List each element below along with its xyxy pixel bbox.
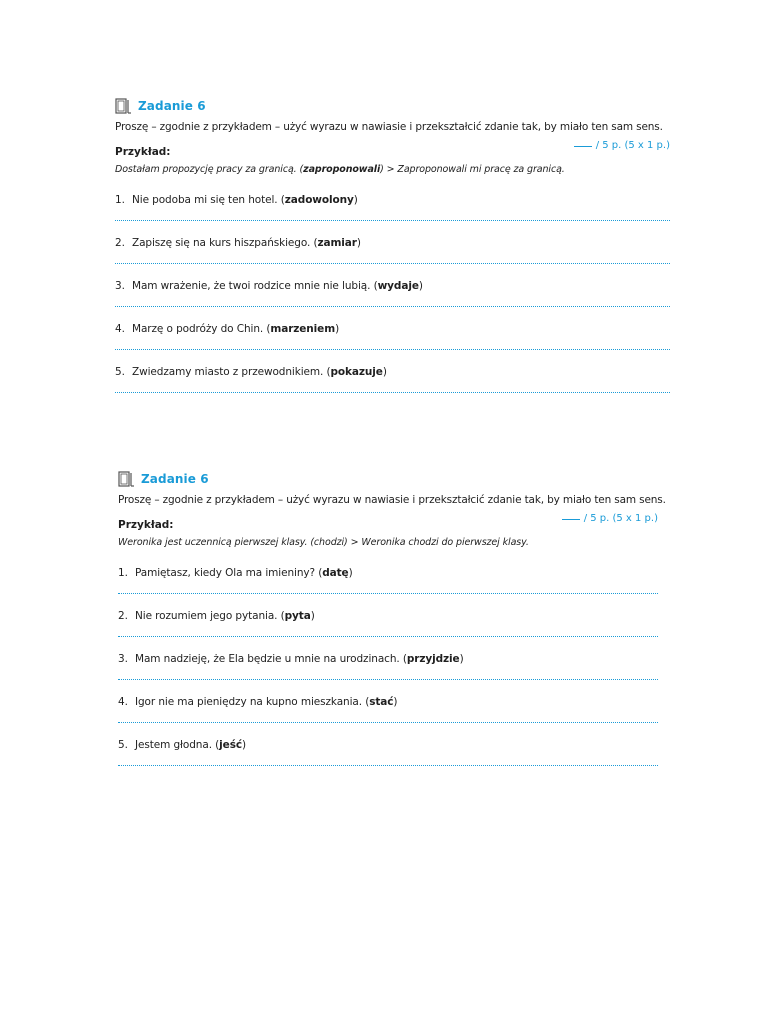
score-blank[interactable]	[562, 519, 580, 520]
task-title: Zadanie 6	[141, 472, 209, 486]
score-field[interactable]	[562, 513, 658, 524]
exercise-item: 3. Mam nadzieję, że Ela będzie u mnie na urodzinach. (przyjdzie)	[118, 653, 658, 696]
exercise-item: 1. Nie podoba mi się ten hotel. (zadowolony)	[115, 194, 670, 237]
example-label: Przykład:	[118, 519, 174, 531]
example-label: Przykład:	[115, 146, 171, 158]
task-instruction: Proszę – zgodnie z przykładem – użyć wyrazu w nawiasie i przekształcić zdanie tak, by miało ten sam sens.	[118, 494, 666, 506]
answer-line[interactable]	[118, 679, 658, 680]
task-header	[118, 469, 658, 489]
score-blank[interactable]	[574, 146, 592, 147]
answer-line[interactable]	[118, 722, 658, 723]
keyword: stać	[369, 696, 394, 708]
task-header	[115, 96, 670, 116]
keyword: przyjdzie	[406, 653, 460, 665]
keyword: marzeniem	[270, 323, 336, 335]
exercise-item: 4. Marzę o podróży do Chin. (marzeniem)	[115, 323, 670, 366]
example-block	[118, 513, 658, 557]
keyword: wydaje	[377, 280, 419, 292]
example-sentence: Weronika jest uczennicą pierwszej klasy. (chodzi) > Weronika chodzi do pierwszej klasy.	[118, 537, 529, 548]
task-instruction: Proszę – zgodnie z przykładem – użyć wyrazu w nawiasie i przekształcić zdanie tak, by miało ten sam sens.	[115, 121, 663, 133]
answer-line[interactable]	[115, 220, 670, 221]
score-field[interactable]	[574, 140, 670, 151]
keyword: zadowolony	[284, 194, 354, 206]
exercise-item: 2. Zapiszę się na kurs hiszpańskiego. (zamiar)	[115, 237, 670, 280]
example-sentence: Dostałam propozycję pracy za granicą. (zaproponowali) > Zaproponowali mi pracę za granicą.	[115, 164, 565, 175]
answer-line[interactable]	[115, 349, 670, 350]
exercise-list	[118, 567, 658, 782]
exercise-item: 5. Jestem głodna. (jeść)	[118, 739, 658, 782]
task-section-1	[115, 96, 670, 409]
task-section-2	[118, 469, 666, 782]
score-label: / 5 p. (5 x 1 p.)	[595, 140, 670, 151]
answer-line[interactable]	[118, 593, 658, 594]
example-keyword: zaproponowali	[303, 164, 381, 175]
keyword: zamiar	[317, 237, 357, 249]
exercise-item: 5. Zwiedzamy miasto z przewodnikiem. (pokazuje)	[115, 366, 670, 409]
score-label: / 5 p. (5 x 1 p.)	[583, 513, 658, 524]
exercise-item: 2. Nie rozumiem jego pytania. (pyta)	[118, 610, 658, 653]
keyword: pyta	[284, 610, 311, 622]
answer-line[interactable]	[115, 392, 670, 393]
keyword: jeść	[219, 739, 242, 751]
answer-line[interactable]	[115, 263, 670, 264]
exercise-list	[115, 194, 670, 409]
exercise-item: 4. Igor nie ma pieniędzy na kupno mieszkania. (stać)	[118, 696, 658, 739]
exercise-item: 1. Pamiętasz, kiedy Ola ma imieniny? (datę)	[118, 567, 658, 610]
answer-line[interactable]	[118, 636, 658, 637]
book-icon	[115, 98, 133, 114]
answer-line[interactable]	[118, 765, 658, 766]
keyword: pokazuje	[330, 366, 383, 378]
task-title: Zadanie 6	[138, 99, 206, 113]
keyword: datę	[322, 567, 349, 579]
exercise-item: 3. Mam wrażenie, że twoi rodzice mnie nie lubią. (wydaje)	[115, 280, 670, 323]
example-block	[115, 140, 670, 184]
answer-line[interactable]	[115, 306, 670, 307]
book-icon	[118, 471, 136, 487]
